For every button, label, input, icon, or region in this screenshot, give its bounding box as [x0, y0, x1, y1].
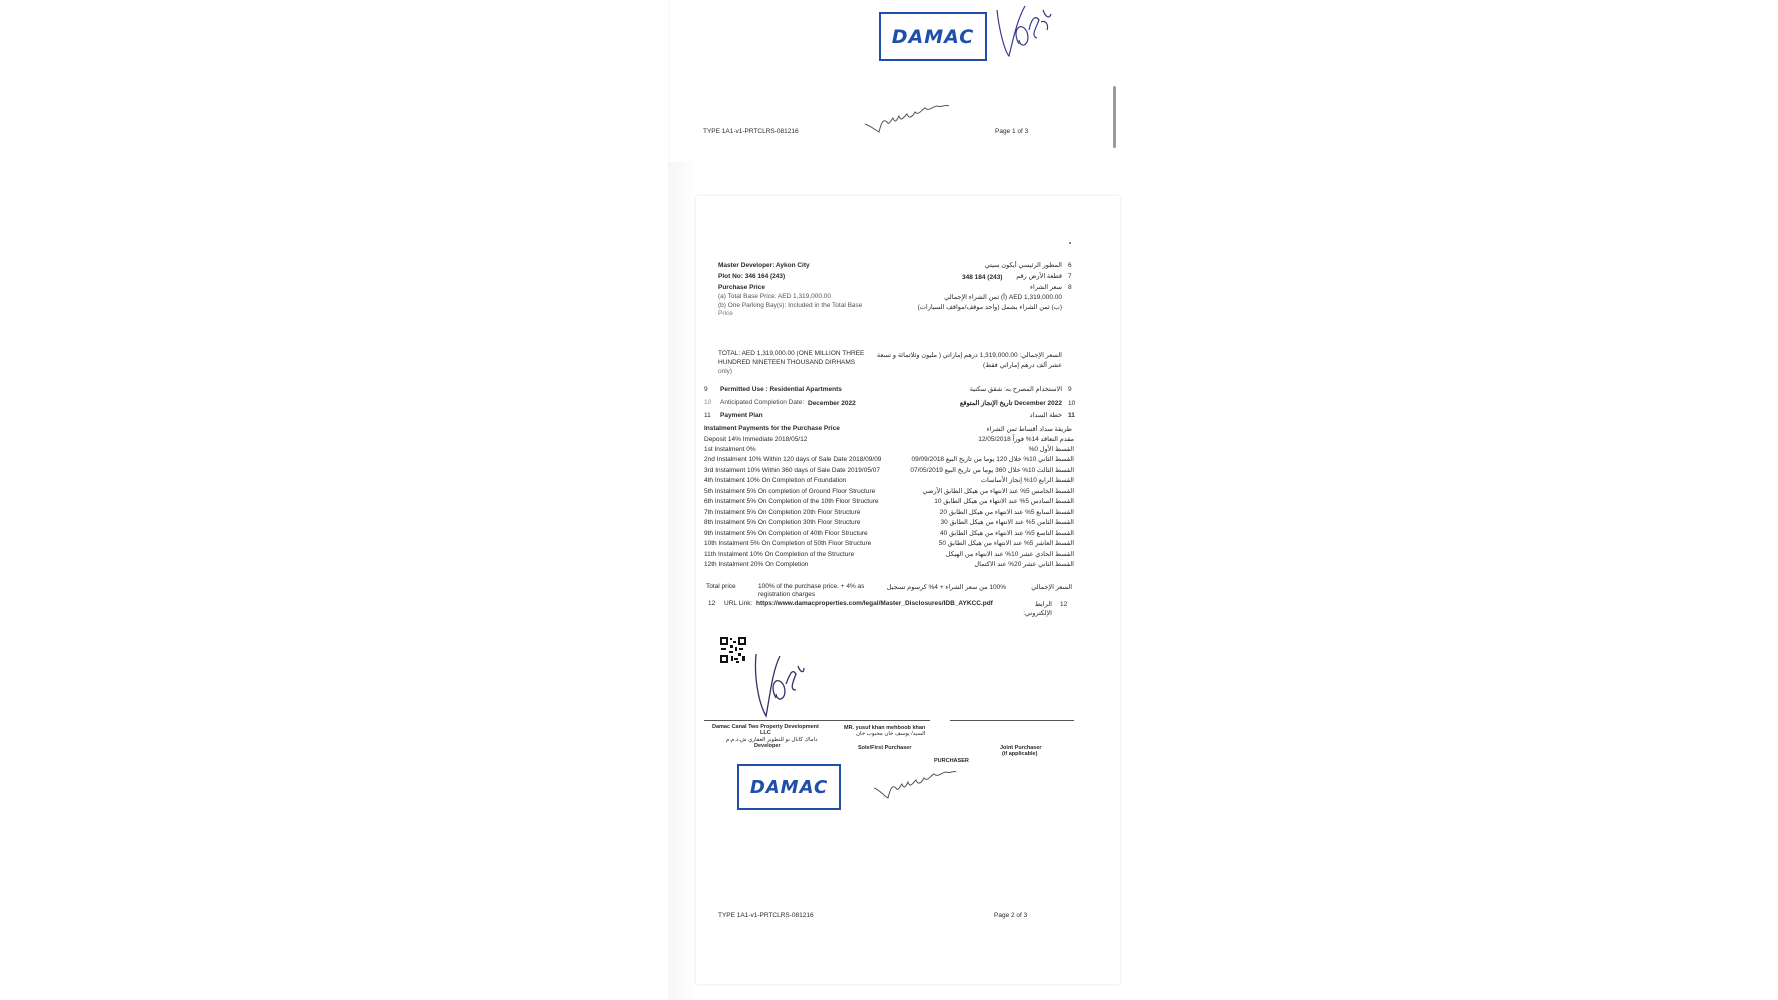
instalment-en: 8th Instalment 5% On Completion 30th Floor Structure [704, 519, 861, 526]
master-developer-ar: المطور الرئيسي أيكون سيتي [984, 262, 1062, 269]
instalment-ar: القسط الحادي عشر 10% عند الانتهاء من الهيكل [945, 551, 1074, 558]
purchaser-name: MR. yusuf khan mehboob khan [844, 725, 926, 731]
instalment-ar: القسط التاسع 5% عند الانتهاء من هيكل الطابق 40 [940, 530, 1074, 537]
parking-bay-ar: (ب) ثمن الشراء يشمل (واحد موقف/مواقف السيارات) [917, 304, 1062, 311]
instalment-en: 7th Instalment 5% On Completion 20th Floor Structure [704, 509, 861, 516]
row-number: 6 [1068, 262, 1072, 269]
developer-role: Developer [754, 743, 781, 749]
page-number: Page 2 of 3 [994, 912, 1028, 919]
developer-name-ar: داماك كانال تو للتطوير العقاري ش.ذ.م.م [726, 737, 818, 743]
scrollbar-thumb[interactable] [1113, 86, 1116, 148]
signature-line-first-purchaser [824, 720, 930, 721]
row-number: 11 [704, 412, 711, 419]
row-number: 8 [1068, 284, 1072, 291]
instalment-en: 12th Instalment 20% On Completion [704, 561, 809, 568]
permitted-use-en: Permitted Use : Residential Apartments [720, 386, 842, 393]
total-price-en: 100% of the purchase price. + 4% as [758, 583, 865, 590]
plot-number-en: Plot No: 346 164 (243) [718, 273, 786, 280]
payment-plan-en: Payment Plan [720, 412, 763, 419]
total-price-label: Total price [706, 583, 736, 590]
url-ar-label-2: الإلكتروني: [1023, 610, 1052, 617]
row-number: 10 [704, 399, 712, 406]
joint-purchaser-role: Joint Purchaser [1000, 745, 1042, 751]
initials-mark [872, 768, 958, 802]
row-number: 9 [1068, 386, 1072, 393]
total-base-price-en: (a) Total Base Price: AED 1,319,000.00 [718, 293, 831, 300]
damac-logo [879, 12, 987, 61]
instalment-ar: القسط الثامن 5% عند الانتهاء من هيكل الطابق 30 [940, 519, 1074, 526]
document-page-1 [669, 0, 1121, 162]
instalment-ar: القسط الخامس 5% عند الانتهاء من هيكل الطابق الأرضي [922, 488, 1074, 495]
instalment-ar: القسط السادس 5% عند الانتهاء من هيكل الطابق 10 [934, 498, 1074, 505]
completion-date-ar: December 2022 تاريخ الإنجاز المتوقع [959, 400, 1062, 407]
signature-line-joint-purchaser [950, 720, 1074, 721]
total-base-price-ar: AED 1,319,000.00 (أ) ثمن الشراء الإجمالي [944, 294, 1062, 301]
developer-signature [746, 646, 806, 722]
instalments-heading-ar: طريقة سداد أقساط ثمن الشراء [986, 426, 1072, 433]
page-number: Page 1 of 3 [995, 128, 1029, 135]
instalment-ar: القسط العاشر 5% عند الانتهاء من هيكل الطابق 50 [938, 540, 1074, 547]
damac-logo [737, 764, 841, 810]
instalment-en: Deposit 14% Immediate 2018/05/12 [704, 436, 808, 443]
developer-name: Damac Canal Two Property Development [712, 724, 819, 730]
instalments-heading-en: Instalment Payments for the Purchase Price [704, 425, 840, 432]
parking-bay-en: (b) One Parking Bay(s): Included in the Total Base [718, 302, 863, 309]
instalment-ar: القسط الثاني 10% خلال 120 يوما من تاريخ البيع 09/09/2018 [911, 456, 1074, 463]
payment-plan-ar: خطة السداد [1029, 412, 1062, 419]
total-price-en-2: registration charges [758, 591, 816, 598]
instalment-ar: القسط الثاني عشر 20% عند الاكتمال [974, 561, 1074, 568]
permitted-use-ar: الاستخدام المصرح به: شقق سكنية [969, 386, 1062, 393]
signature-line-developer [704, 720, 840, 721]
instalment-en: 9th Instalment 5% On Completion of 40th Floor Structure [704, 530, 868, 537]
first-purchaser-role: Sole/First Purchaser [858, 745, 912, 751]
total-en-3: only) [718, 368, 733, 375]
total-price-ar: 100% من سعر الشراء + 4% كرسوم تسجيل [886, 584, 1006, 591]
developer-name-2: LLC [760, 730, 771, 736]
completion-date-label-en: Anticipated Completion Date: [720, 399, 805, 406]
footer-code: TYPE 1A1-v1-PRTCLRS-081216 [703, 128, 799, 135]
row-number: 12 [708, 600, 716, 607]
instalment-en: 11th Instalment 10% On Completion of the Structure [704, 551, 855, 558]
total-ar-2: عشر ألف درهم إماراتي فقط) [983, 362, 1062, 369]
total-ar: السعر الإجمالي: 1,319,000.00 درهم إماراتي ( مليون وثلاثمائة و تسعة [876, 352, 1062, 359]
row-number: 9 [704, 386, 708, 393]
page-speck [1069, 242, 1071, 244]
instalment-en: 10th Instalment 5% On Completion of 50th Floor Structure [704, 540, 872, 547]
parking-bay-en-2: Price [718, 310, 733, 317]
document-page-2 [696, 196, 1120, 984]
purchaser-label: PURCHASER [934, 758, 969, 764]
initials-mark [863, 100, 953, 136]
qr-code [719, 636, 747, 664]
footer-code: TYPE 1A1-v1-PRTCLRS-081216 [718, 912, 814, 919]
purchase-price-en: Purchase Price [718, 284, 765, 291]
master-disclosure-link[interactable]: https://www.damacproperties.com/legal/Master_Disclosures/IDB_AYKCC.pdf [756, 600, 993, 607]
row-number: 11 [1068, 412, 1075, 419]
instalment-ar: القسط الرابع 10% إنجاز الأساسات [980, 477, 1074, 484]
url-label: URL Link: [724, 600, 753, 607]
completion-date-value-en: December 2022 [808, 400, 856, 407]
joint-purchaser-note: (if applicable) [1002, 751, 1038, 757]
instalment-en: 5th Instalment 5% On completion of Ground Floor Structure [704, 488, 876, 495]
instalment-ar: مقدم التعاقد 14% فوراً 12/05/2018 [978, 436, 1074, 443]
instalment-en: 1st Instalment 0% [704, 446, 756, 453]
instalment-en: 6th Instalment 5% On Completion of the 10th Floor Structure [704, 498, 879, 505]
total-en: TOTAL: AED 1,319,000.00 (ONE MILLION THREE [718, 350, 865, 357]
master-developer-en: Master Developer: Aykon City [718, 262, 810, 269]
instalment-en: 3rd Instalment 10% Within 360 days of Sale Date 2019/05/07 [704, 467, 880, 474]
signature-mark [991, 0, 1055, 62]
row-number: 12 [1060, 601, 1068, 608]
total-en-2: HUNDRED NINETEEN THOUSAND DIRHAMS [718, 359, 856, 366]
url-ar-label: الرابط [1034, 601, 1052, 608]
instalment-ar: القسط الأول 0% [1028, 446, 1074, 453]
row-number: 7 [1068, 273, 1072, 280]
damac-logo-text: DAMAC [749, 776, 829, 798]
total-price-ar-label: السعر الإجمالي [1031, 584, 1072, 591]
purchaser-name-ar: السيد/ يوسف خان محبوب خان [856, 731, 926, 737]
instalment-ar: القسط الثالث 10% خلال 360 يوما من تاريخ البيع 07/05/2019 [910, 467, 1074, 474]
plot-number-ar: قطعة الأرض رقم [1016, 273, 1062, 280]
purchase-price-ar: سعر الشراء [1029, 284, 1062, 291]
plot-number-value: 348 184 (243) [962, 274, 1003, 281]
instalment-en: 2nd Instalment 10% Within 120 days of Sale Date 2018/09/09 [704, 456, 882, 463]
row-number: 10 [1068, 400, 1076, 407]
damac-logo-text: DAMAC [891, 25, 975, 48]
instalment-en: 4th Instalment 10% On Completion of Foundation [704, 477, 847, 484]
instalment-ar: القسط السابع 5% عند الانتهاء من هيكل الطابق 20 [939, 509, 1074, 516]
